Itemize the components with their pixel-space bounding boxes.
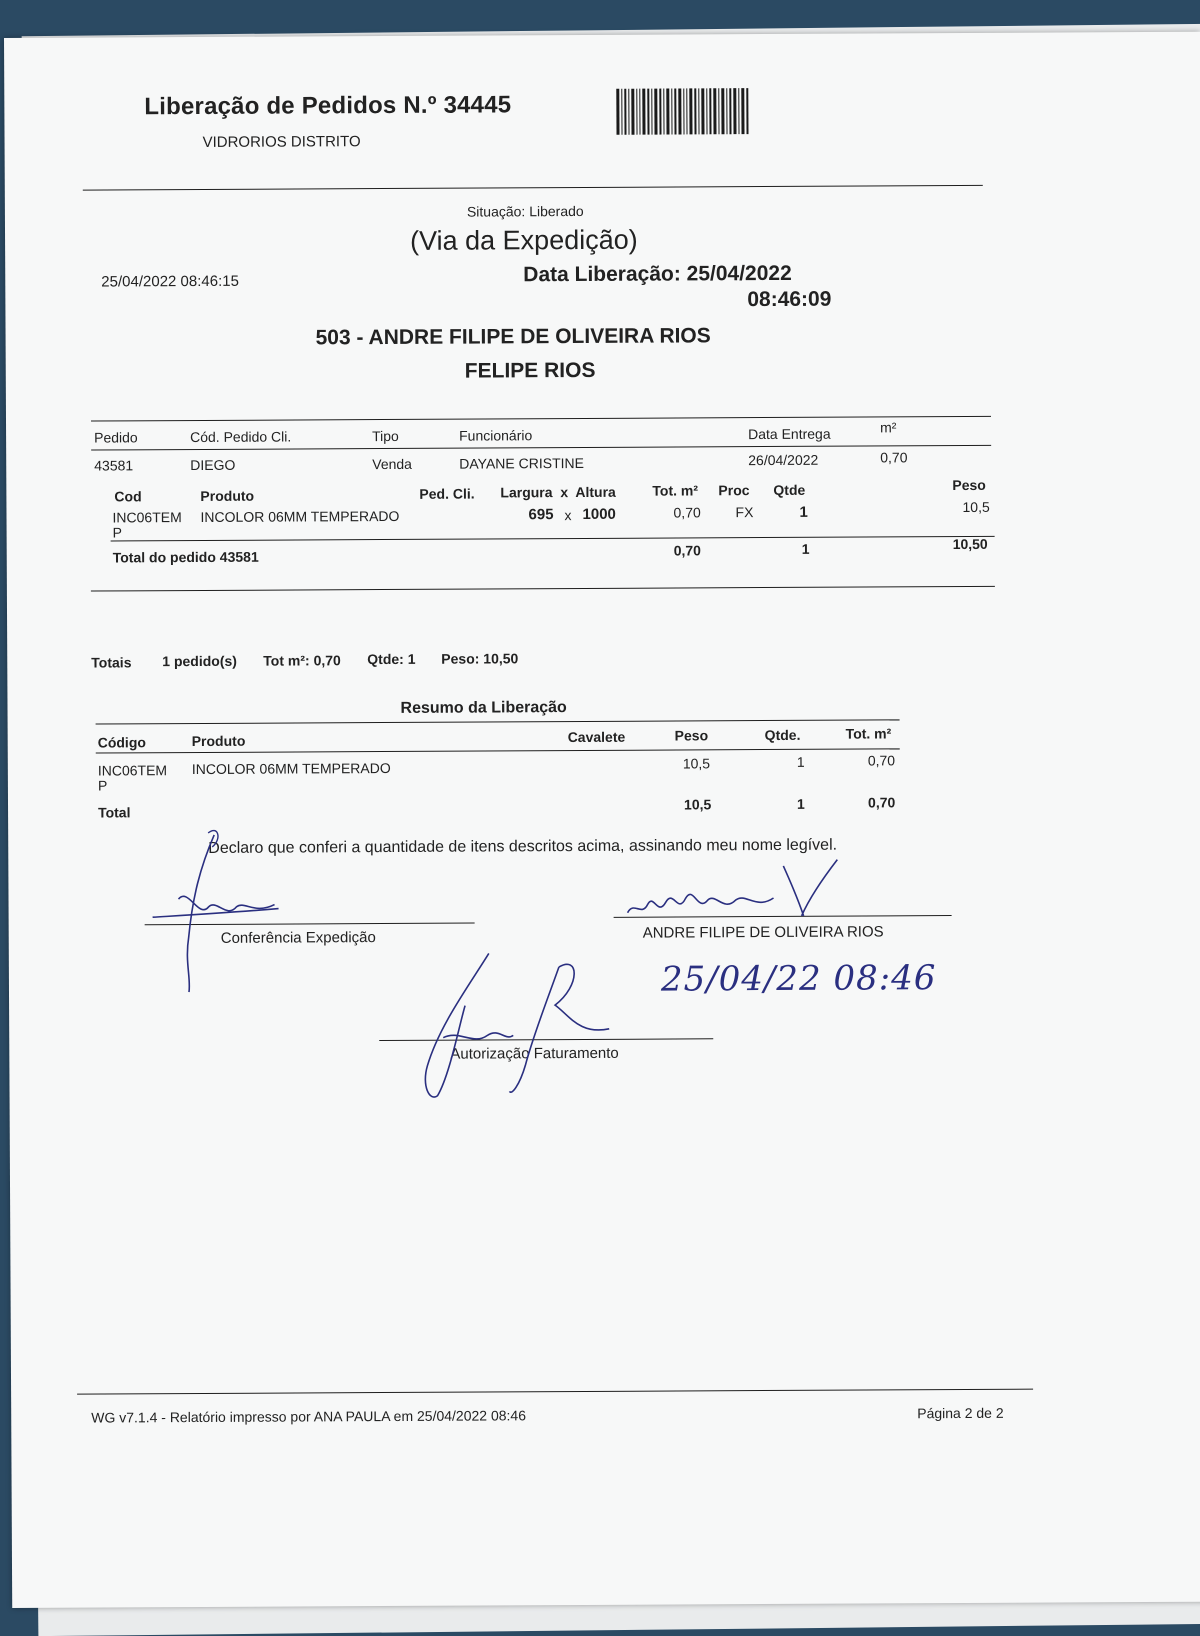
printed-datetime: 25/04/2022 08:46:15 <box>101 272 239 291</box>
resumo-total-tot-m2: 0,70 <box>867 794 896 811</box>
item-col-qtde: Qtde <box>773 481 806 498</box>
client-handwritten-signature <box>623 854 853 925</box>
resumo-tot-m2: 0,70 <box>867 752 896 769</box>
order-total-qtde: 1 <box>801 540 810 557</box>
order-cod-pedido-cli: DIEGO <box>190 456 236 474</box>
order-total-m2: 0,70 <box>673 542 701 559</box>
resumo-produto: INCOLOR 06MM TEMPERADO <box>191 759 391 778</box>
order-header-rule <box>91 445 991 451</box>
resumo-col-qtde: Qtde. <box>764 726 801 744</box>
item-qtde: 1 <box>799 503 808 521</box>
document-page <box>4 32 1200 1608</box>
client-name: 503 - ANDRE FILIPE DE OLIVEIRA RIOS <box>315 324 711 350</box>
resumo-col-produto: Produto <box>191 732 246 750</box>
totais-qtde: Qtde: 1 <box>367 650 416 668</box>
item-altura: 1000 <box>582 505 616 523</box>
autorizacao-handwritten-signature <box>409 945 630 1106</box>
order-m2: 0,70 <box>880 449 908 466</box>
totais-peso: Peso: 10,50 <box>441 650 519 667</box>
item-col-proc: Proc <box>718 482 750 499</box>
company-name: VIDRORIOS DISTRITO <box>202 133 361 151</box>
resumo-header-rule <box>96 748 900 753</box>
footer-page-number: Página 2 de 2 <box>917 1404 1004 1422</box>
handwritten-date: 25/04/22 08:46 <box>660 958 937 1000</box>
item-col-cod: Cod <box>114 488 142 505</box>
order-bottom-rule <box>91 586 995 592</box>
item-cod: INC06TEM <box>112 509 182 526</box>
client-signature-name: ANDRE FILIPE DE OLIVEIRA RIOS <box>642 923 884 942</box>
totais-label: Totais <box>91 654 132 671</box>
col-pedido: Pedido <box>94 429 138 446</box>
resumo-total-qtde: 1 <box>796 795 805 812</box>
totais-pedidos: 1 pedido(s) <box>162 652 237 670</box>
resumo-col-codigo: Código <box>97 734 146 751</box>
item-col-peso: Peso <box>952 476 986 494</box>
item-peso: 10,5 <box>962 498 990 515</box>
footer-rule <box>77 1389 1033 1395</box>
item-tot-m2: 0,70 <box>673 504 701 521</box>
item-col-produto: Produto <box>200 487 255 504</box>
order-total-label: Total do pedido 43581 <box>112 548 259 566</box>
order-funcionario: DAYANE CRISTINE <box>459 454 585 472</box>
resumo-total-peso: 10,5 <box>683 796 712 813</box>
item-total-rule <box>111 536 995 542</box>
autorizacao-label: Autorização Faturamento <box>450 1044 619 1063</box>
situacao-text: Situação: Liberado <box>466 202 584 220</box>
data-liberacao: Data Liberação: 25/04/2022 <box>523 261 792 287</box>
item-proc: FX <box>735 504 754 521</box>
totais-m2: Tot m²: 0,70 <box>263 652 341 669</box>
order-pedido: 43581 <box>94 457 134 474</box>
col-cod-pedido-cli: Cód. Pedido Cli. <box>190 428 292 446</box>
resumo-col-tot-m2: Tot. m² <box>845 725 892 742</box>
resumo-col-peso: Peso <box>674 727 709 744</box>
order-total-peso: 10,50 <box>952 535 988 553</box>
footer-report-info: WG v7.1.4 - Relatório impresso por ANA PAULA em 25/04/2022 08:46 <box>91 1407 527 1426</box>
header-divider <box>83 185 983 191</box>
barcode <box>616 88 750 135</box>
resumo-top-rule <box>96 719 900 724</box>
order-data-entrega: 26/04/2022 <box>748 451 819 469</box>
item-x: x <box>564 507 572 524</box>
item-largura: 695 <box>528 506 554 524</box>
resumo-peso: 10,5 <box>682 755 711 772</box>
col-data-entrega: Data Entrega <box>748 425 831 443</box>
resumo-codigo: INC06TEM <box>97 762 168 779</box>
resumo-qtde: 1 <box>796 753 805 770</box>
item-col-largura-altura: Largura x Altura <box>500 483 616 501</box>
conferencia-handwritten-signature <box>148 826 299 997</box>
resumo-total-label: Total <box>98 804 131 821</box>
resumo-title: Resumo da Liberação <box>400 699 567 717</box>
order-tipo: Venda <box>372 455 412 473</box>
document-title: Liberação de Pedidos N.º 34445 <box>144 91 512 121</box>
item-produto: INCOLOR 06MM TEMPERADO <box>200 507 400 525</box>
item-cod-cont: P <box>112 524 122 541</box>
item-col-ped-cli: Ped. Cli. <box>419 485 475 502</box>
col-m2: m² <box>880 419 897 436</box>
declaration-text: Declaro que conferi a quantidade de itens descritos acima, assinando meu nome legível. <box>208 836 838 857</box>
col-tipo: Tipo <box>372 427 399 445</box>
order-top-rule <box>91 416 991 422</box>
col-funcionario: Funcionário <box>459 427 533 444</box>
client-nickname: FELIPE RIOS <box>464 358 596 383</box>
resumo-col-cavalete: Cavalete <box>567 728 626 746</box>
conferencia-label: Conferência Expedição <box>220 929 376 947</box>
resumo-codigo-cont: P <box>97 777 108 794</box>
data-liberacao-time: 08:46:09 <box>747 287 832 312</box>
item-col-tot-m2: Tot. m² <box>652 482 699 499</box>
via-label: (Via da Expedição) <box>409 224 638 256</box>
